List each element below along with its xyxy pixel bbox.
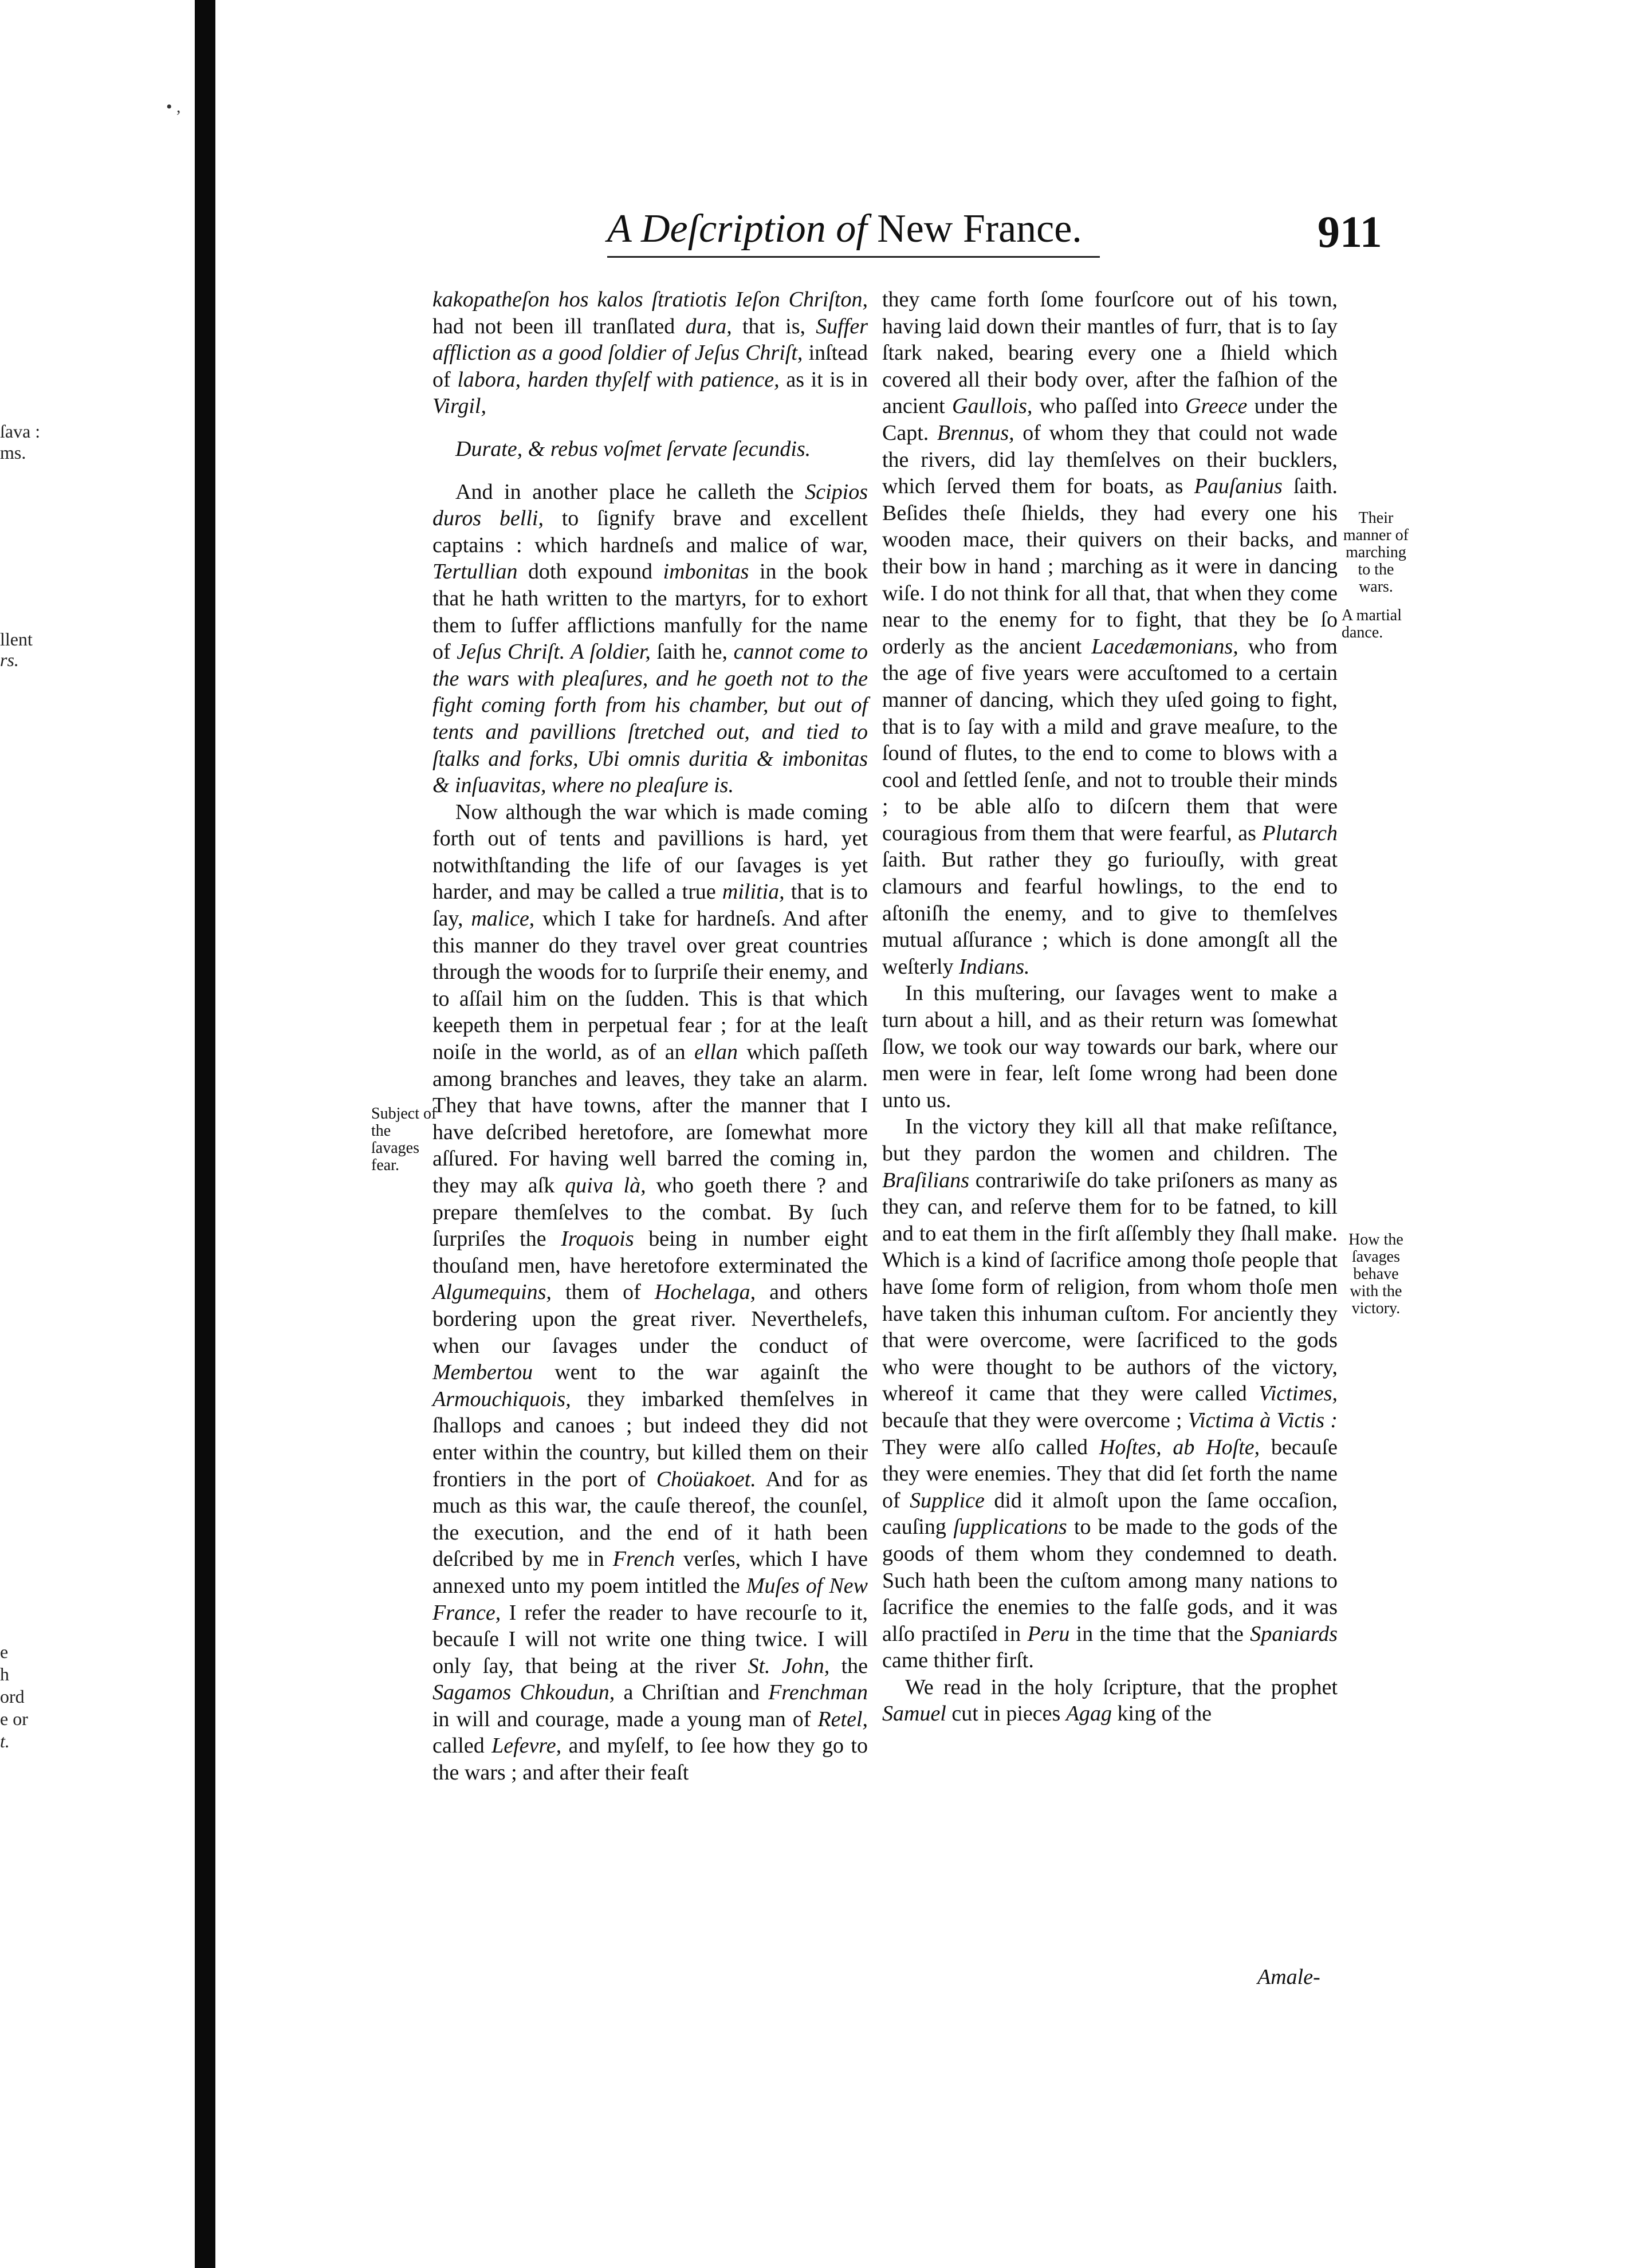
left-page [0, 0, 195, 2268]
running-header [607, 206, 1082, 252]
paragraph: We read in the holy ſcripture, that the prophet Samuel cut in pieces Agag king of the [882, 1675, 1338, 1726]
sidenote-marching: Their manner of marching to the wars. [1343, 509, 1409, 596]
speck-mark: • , [166, 97, 181, 116]
sidenote-martial-dance: A martial dance. [1342, 607, 1402, 641]
paragraph: kakopatheſon hos kalos ſtratiotis Ieſon Chriſton, had not been ill tranſlated dura, that is, Suffer affliction as a good ſoldier of Jeſus Chriſt, inſtead of labora, harden thyſelf with patience, as it is in Virgil, [432, 288, 868, 419]
page-number: 911 [1318, 207, 1382, 257]
text-column-right [882, 286, 1338, 1727]
catchword: Amale- [1257, 1965, 1320, 1989]
left-fragment: ord [0, 1686, 25, 1707]
paragraph: Durate, & rebus voſmet ſervate ſecundis. [455, 436, 811, 461]
left-fragment: rs. [0, 649, 19, 670]
sidenote-subject: Subject of the ſavages fear. [371, 1105, 437, 1174]
running-title-italic: A Deſcription of [607, 207, 867, 251]
paragraph: Now although the war which is made coming forth out of tents and pavillions is hard, yet notwithſtanding the life of our ſavages is yet harder, and may be called a true militia, that is to ſay, malice, which I take for hardneſs. And after this manner do they travel over great countries through the woods for to ſurpriſe their enemy, and to aſſail him on the ſudden. This is that which keepeth them in perpetual fear ; for at the leaſt noiſe in the world, as of an ellan which paſſeth among branches and leaves, they take an alarm. They that have towns, after the manner that I have deſcribed heretofore, are ſomewhat more aſſured. For having well barred the coming in, they may aſk quiva là, who goeth there ? and prepare themſelves to the combat. By ſuch ſurpriſes the Iroquois being in number eight thouſand men, have heretofore exterminated the Algumequins, them of Hochelaga, and others bordering upon the great river. Neverthelefs, when our ſavages under the conduct of Membertou went to the war againſt the Armouchiquois, they imbarked themſelves in ſhallops and canoes ; but indeed they did not enter within the country, but killed them on their frontiers in the port of Choüakoet. And for as much as this war, the cauſe thereof, the counſel, the execution, and the end of it hath been deſcribed by me in French verſes, which I have annexed unto my poem intitled the Muſes of New France, I refer the reader to have recourſe to it, becauſe I will not write one thing twice. I will only ſay, that being at the river St. John, the Sagamos Chkoudun, a Chriſtian and Frenchman in will and courage, made a young man of Retel, called Lefevre, and myſelf, to ſee how they go to the wars ; and after their feaſt [432, 800, 868, 1785]
left-fragment: e or [0, 1708, 28, 1729]
left-fragment: ms. [0, 442, 26, 463]
sidenote-victory: How the ſavages behave with the victory. [1348, 1231, 1403, 1317]
left-fragment: t. [0, 1731, 10, 1751]
left-page-fragments [0, 0, 195, 2268]
page-gutter [195, 0, 215, 2268]
left-fragment: llent [0, 629, 33, 649]
left-fragment: e [0, 1641, 9, 1662]
left-fragment: h [0, 1664, 9, 1684]
paragraph: In the victory they kill all that make reſiſtance, but they pardon the women and children. The Braſilians contrariwiſe do take priſoners as many as they can, and reſerve them for to be fatned, to kill and to eat them in the firſt aſſembly they ſhall make. Which is a kind of ſacrifice among thoſe people that have ſome form of religion, from whom thoſe men have taken this inhuman cuſtom. For anciently they that were overcome, were ſacrificed to the gods who were thought to be authors of the victory, whereof it came that they were called Victimes, becauſe that they were overcome ; Victima à Victis : They were alſo called Hoſtes, ab Hoſte, becauſe they were enemies. They that did ſet forth the name of Supplice did it almoſt upon the ſame occaſion, cauſing ſupplications to be made to the gods of the goods of them whom they condemned to death. Such hath been the cuſtom among many nations to ſacrifice the enemies to the falſe gods, and it was alſo practiſed in Peru in the time that the Spaniards came thither firſt. [882, 1115, 1338, 1673]
paragraph: In this muſtering, our ſavages went to make a turn about a hill, and as their return was ſomewhat ſlow, we took our way towards our bark, where our men were in fear, leſt ſome wrong had been done unto us. [882, 981, 1338, 1112]
paragraph: And in another place he calleth the Scipios duros belli, to ſignify brave and excellent captains : which hardneſs and malice of war, Tertullian doth expound imbonitas in the book that he hath written to the martyrs, for to exhort them to ſuffer afflictions manfully for the name of Jeſus Chriſt. A ſoldier, ſaith he, cannot come to the wars with pleaſures, and he goeth not to the fight coming forth from his chamber, but out of tents and pavillions ſtretched out, and tied to ſtalks and forks, Ubi omnis duritia & imbonitas & inſuavitas, where no pleaſure is. [432, 479, 868, 798]
left-fragment: ſava : [0, 421, 41, 442]
header-rule [607, 256, 1100, 258]
paragraph: they came forth ſome fourſcore out of his town, having laid down their mantles of furr, that is to ſay ſtark naked, bearing every one a ſhield which covered all their body over, after the faſhion of the ancient Gaullois, who paſſed into Greece under the Capt. Brennus, of whom they that could not wade the rivers, did lay themſelves on their bucklers, which ſerved them for boats, as Pauſanius ſaith. Beſides theſe ſhields, they had every one his wooden mace, their quivers on their backs, and their bow in hand ; marching as it were in dancing wiſe. I do not think for all that, that when they come near to the enemy for to fight, that they be ſo orderly as the ancient Lacedæmonians, who from the age of five years were accuſtomed to a certain manner of dancing, which they uſed going to fight, that is to ſay with a mild and grave meaſure, to the ſound of flutes, to the end to come to blows with a cool and ſettled ſenſe, and not to trouble their minds ; to be able alſo to diſcern them that were couragious from them that were fearful, as Plutarch ſaith. But rather they go furiouſly, with great clamours and fearful howlings, to the end to aſtoniſh the enemy, and to give to themſelves mutual aſſurance ; which is done amongſt all the weſterly Indians. [882, 288, 1338, 979]
text-column-left [432, 286, 868, 1786]
running-title-roman: New France. [877, 207, 1082, 251]
